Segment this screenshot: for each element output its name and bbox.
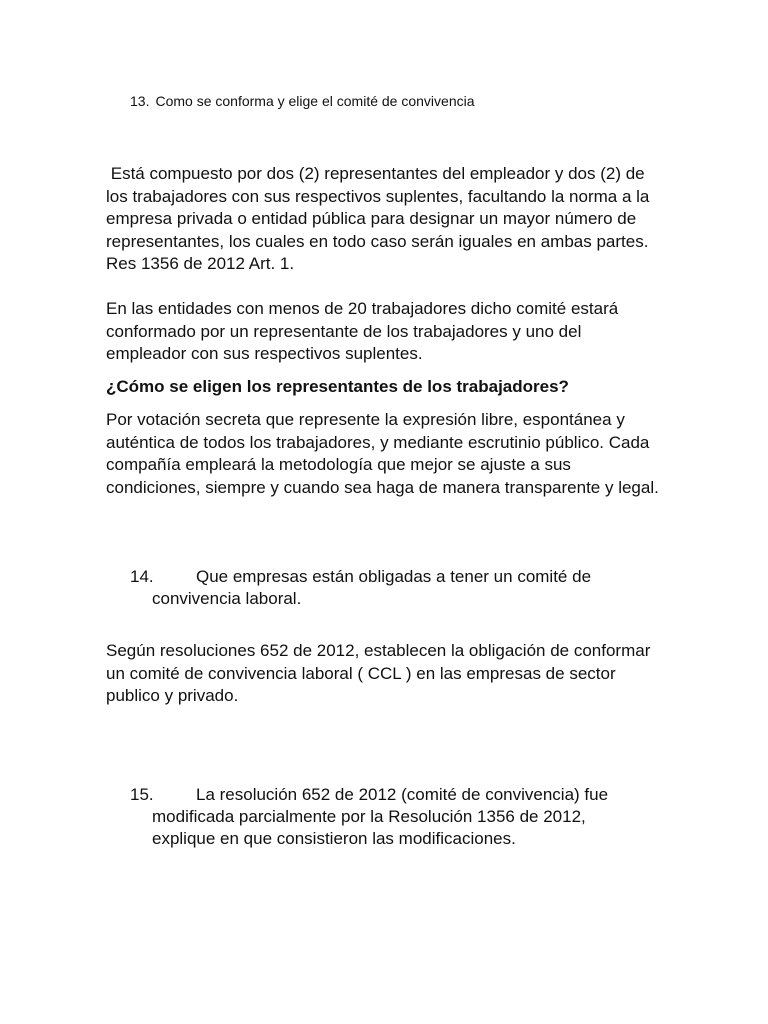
question-15-line-1: La resolución 652 de 2012 (comité de convivencia) fue bbox=[196, 785, 609, 804]
question-13-title: Como se conforma y elige el comité de convivencia bbox=[155, 93, 475, 109]
small-entities-paragraph: En las entidades con menos de 20 trabajadores dicho comité estará conformado por un representante de los trabajadores y uno del empleador con sus respectivos suplentes. bbox=[106, 299, 619, 363]
question-15-line-3: explique en que consistieron las modificaciones. bbox=[152, 829, 516, 848]
question-14-line-1: Que empresas están obligadas a tener un comité de bbox=[196, 567, 592, 586]
question-13-heading bbox=[130, 92, 475, 110]
question-14-number: 14. bbox=[130, 567, 154, 586]
composition-paragraph: Está compuesto por dos (2) representantes del empleador y dos (2) de los trabajadores con sus respectivos suplentes, facultando la norma a la empresa privada o entidad pública para designar un mayor número de representantes, los cuales en todo caso serán iguales en ambas partes. Res 1356 de 2012 Art. 1. bbox=[106, 164, 655, 273]
election-paragraph: Por votación secreta que represente la expresión libre, espontánea y auténtica de todos los trabajadores, y mediante escrutinio público. Cada compañía empleará la metodología que mejor se ajuste a sus condiciones, siempre y cuando sea haga de manera transparente y legal. bbox=[106, 410, 659, 497]
question-14 bbox=[130, 566, 650, 610]
obligation-paragraph: Según resoluciones 652 de 2012, establecen la obligación de conformar un comité de convivencia laboral ( CCL ) en las empresas de sector publico y privado. bbox=[106, 641, 651, 705]
election-subheading: ¿Cómo se eligen los representantes de los trabajadores? bbox=[106, 377, 569, 396]
question-13-number: 13. bbox=[130, 93, 150, 109]
question-14-line-2: convivencia laboral. bbox=[152, 589, 302, 608]
question-15 bbox=[130, 784, 650, 850]
question-15-line-2: modificada parcialmente por la Resolución 1356 de 2012, bbox=[152, 807, 586, 826]
question-15-number: 15. bbox=[130, 785, 154, 804]
